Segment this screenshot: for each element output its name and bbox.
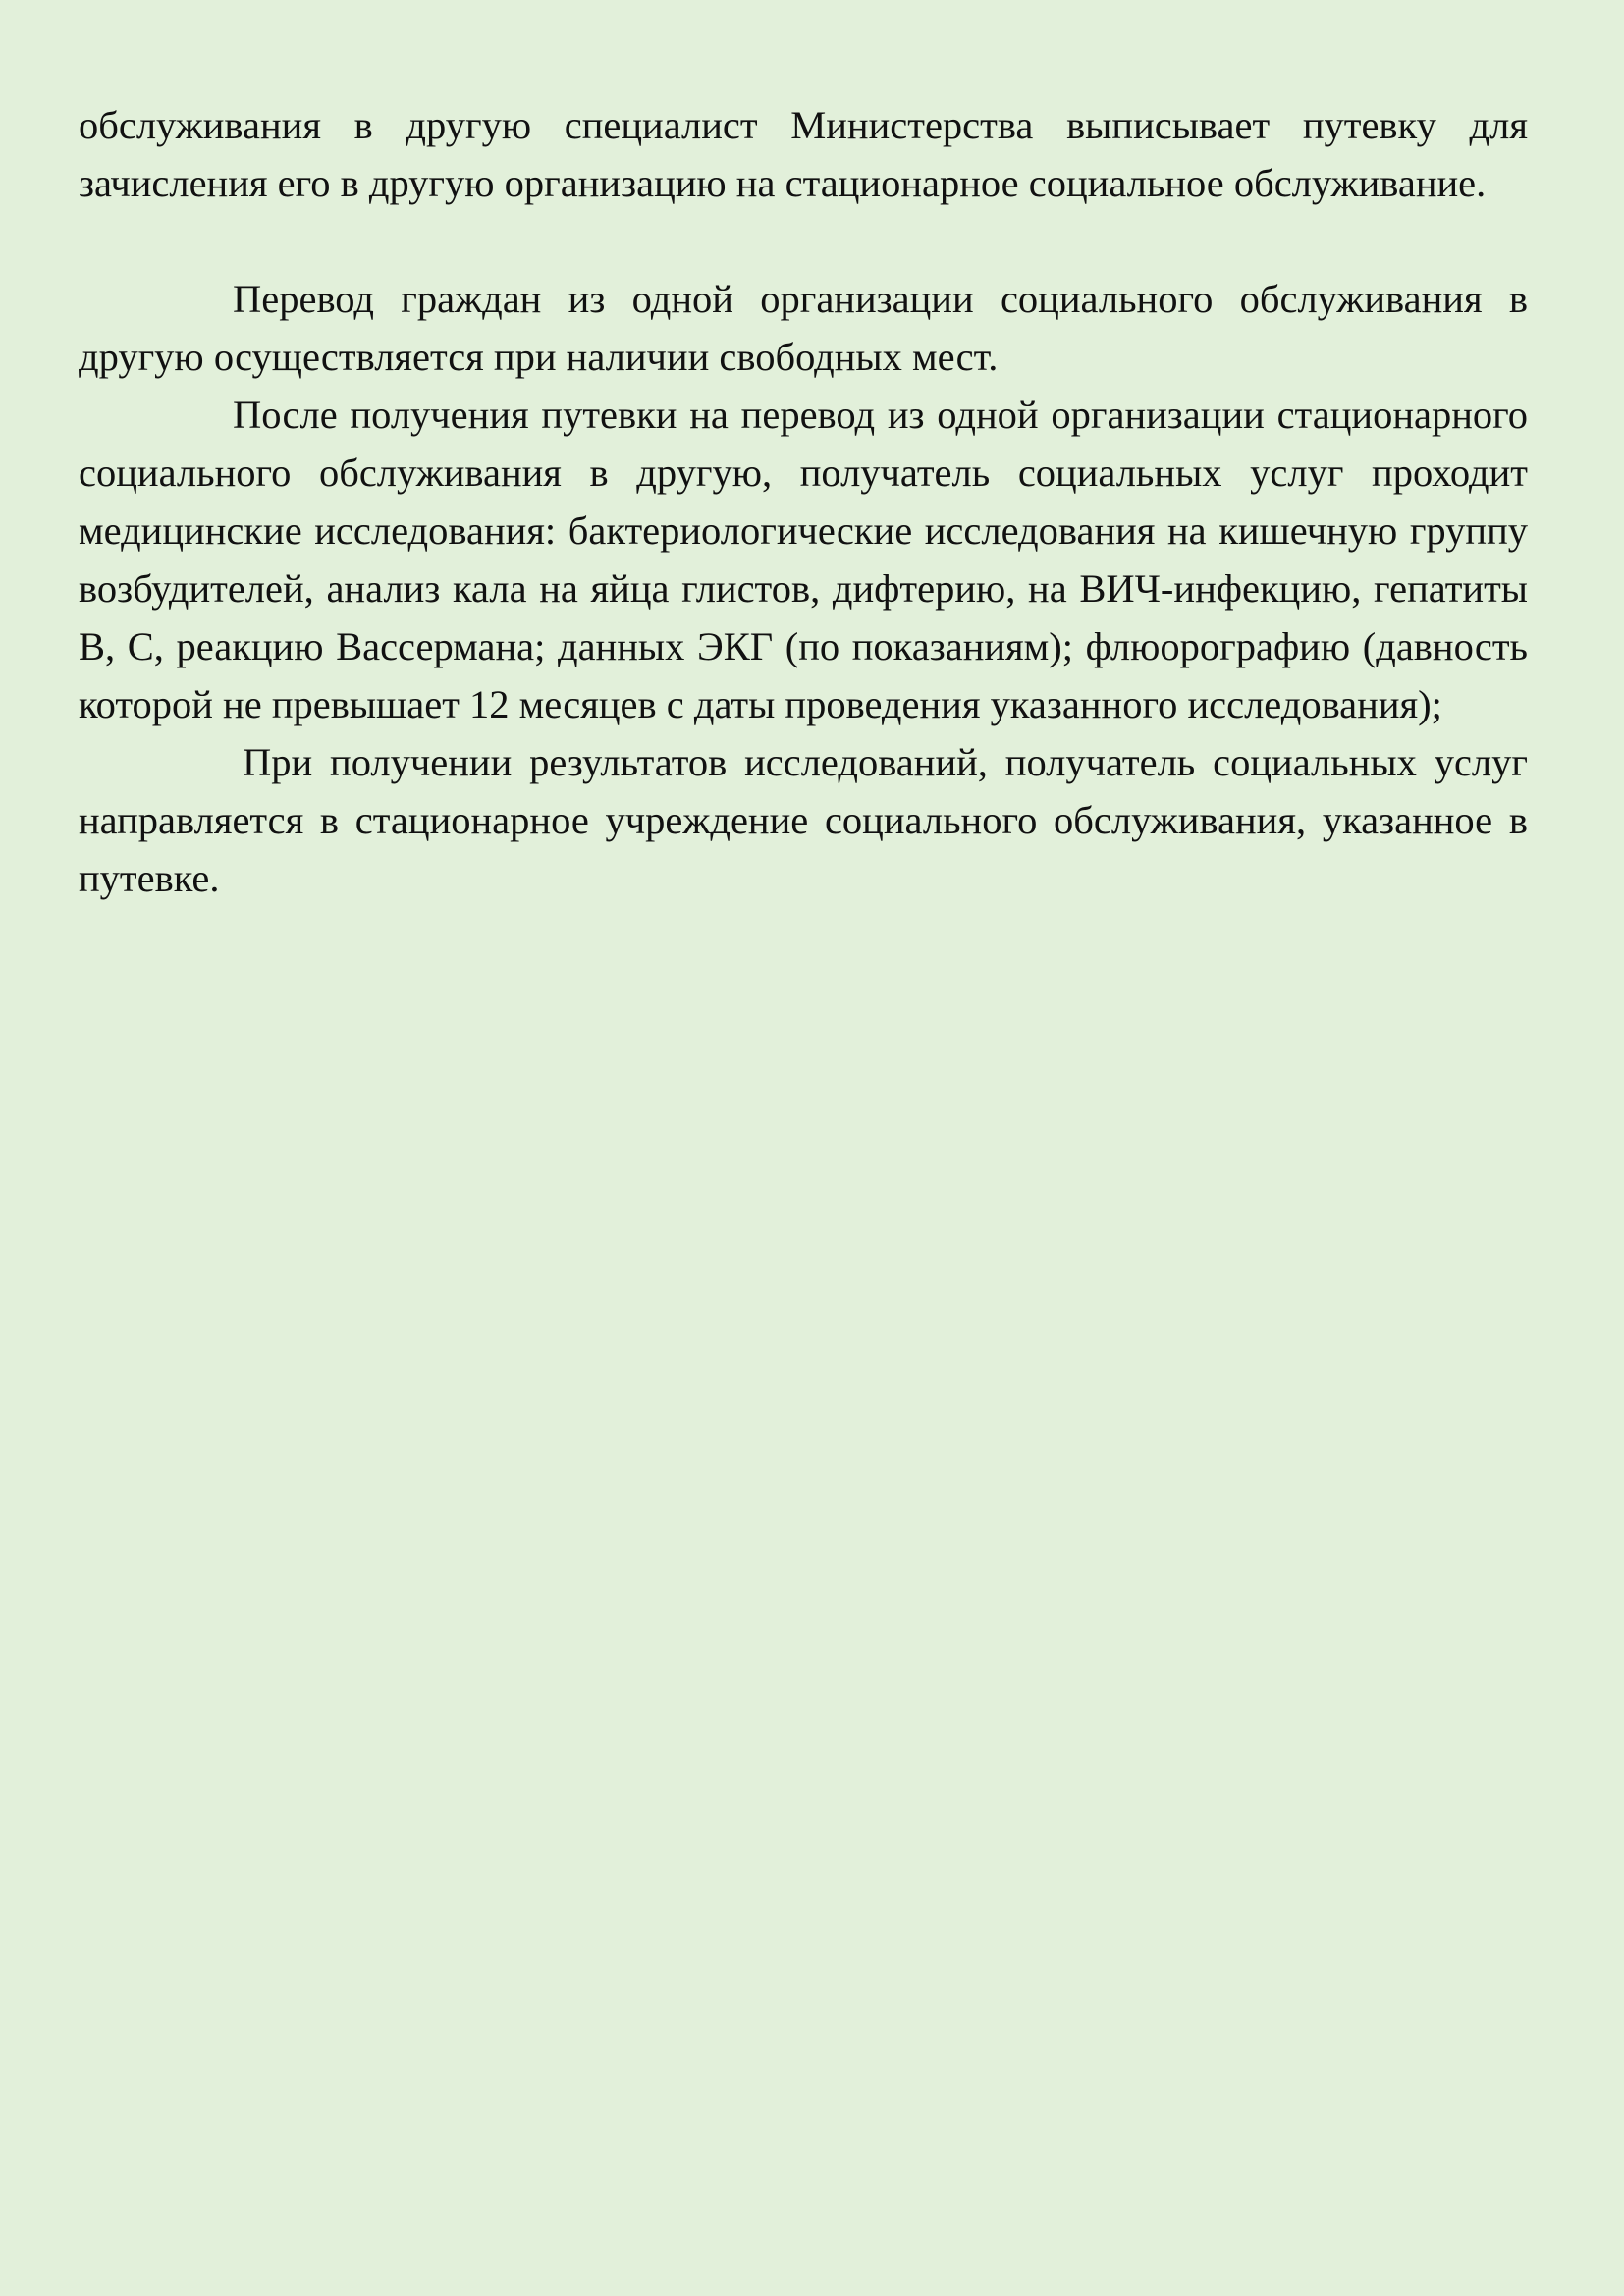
paragraph-referral: При получении результатов исследований, получатель социальных услуг направляется в стационарное учреждение социального обслуживания, указанное в путевке. <box>79 740 1528 900</box>
paragraph-medical-examinations: После получения путевки на перевод из одной организации стационарного социального обслуживания в другую, получатель социальных услуг проходит медицинские исследования: бактериологические исследования на кишечную группу возбудителей, анализ кала на яйца глистов, дифтерию, на ВИЧ-инфекцию, гепатиты В, С, реакцию Вассермана; данных ЭКГ (по показаниям); флюорографию (давность которой не превышает 12 месяцев с даты проведения указанного исследования); <box>79 393 1528 726</box>
paragraph-continuation: обслуживания в другую специалист Министерства выписывает путевку для зачисления его в другую организацию на стационарное социальное обслуживание. <box>79 103 1528 205</box>
document-body <box>79 96 1528 907</box>
paragraph-transfer-conditions: Перевод граждан из одной организации социального обслуживания в другую осуществляется при наличии свободных мест. <box>79 277 1528 379</box>
